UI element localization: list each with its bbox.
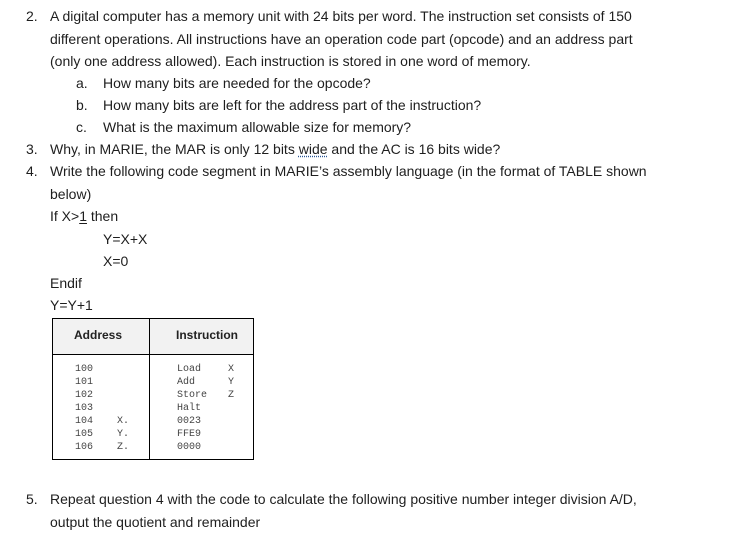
q2-number: 2.	[26, 8, 38, 24]
table-row-op: Halt	[177, 403, 202, 414]
table-column-divider	[149, 319, 150, 459]
marie-table	[52, 318, 254, 460]
q4-number: 4.	[26, 163, 38, 179]
table-row-op: Load	[177, 364, 202, 375]
code-if-underlined: 1	[79, 208, 87, 224]
table-header-instruction: Instruction	[176, 328, 238, 342]
table-row-addr: 105	[75, 429, 94, 440]
q2c-text: What is the maximum allowable size for memory?	[103, 119, 412, 135]
table-row-label: Y.	[117, 429, 130, 440]
table-row-op: FFE9	[177, 429, 202, 440]
q5-line-2: output the quotient and remainder	[50, 514, 261, 530]
q2-line-1: A digital computer has a memory unit with 24 bits per word. The instruction set consists of 150	[50, 8, 632, 24]
q5-line-1: Repeat question 4 with the code to calculate the following positive number integer division A/D,	[50, 491, 637, 507]
table-header-address: Address	[74, 328, 123, 342]
table-row-addr: 106	[75, 442, 94, 453]
table-row-addr: 103	[75, 403, 94, 414]
table-row-op: Add	[177, 377, 196, 388]
table-row-label: X.	[117, 416, 130, 427]
code-last-stmt: Y=Y+1	[50, 297, 93, 313]
code-endif: Endif	[50, 275, 82, 291]
table-row-op: 0000	[177, 442, 202, 453]
table-row-addr: 101	[75, 377, 94, 388]
q2-line-3: (only one address allowed). Each instruction is stored in one word of memory.	[50, 53, 531, 69]
table-row-addr: 102	[75, 390, 94, 401]
q2-line-2: different operations. All instructions have an operation code part (opcode) and an address part	[50, 31, 633, 47]
q3-text	[50, 138, 500, 160]
table-row-arg: X	[228, 364, 235, 375]
q5-number: 5.	[26, 491, 38, 507]
q3-text-before: Why, in MARIE, the MAR is only 12 bits	[50, 141, 299, 157]
table-row-addr: 100	[75, 364, 94, 375]
q2c-letter: c.	[76, 119, 87, 135]
code-stmt-2: X=0	[103, 253, 129, 269]
table-row-op: 0023	[177, 416, 202, 427]
q2b-letter: b.	[76, 97, 88, 113]
q2a-letter: a.	[76, 75, 88, 91]
table-row-arg: Y	[228, 377, 235, 388]
table-row-arg: Z	[228, 390, 235, 401]
q3-underlined-word: wide	[298, 141, 328, 157]
table-row-label: Z.	[117, 442, 130, 453]
code-stmt-1: Y=X+X	[103, 231, 148, 247]
table-row-addr: 104	[75, 416, 94, 427]
q4-line-2: below)	[50, 186, 92, 202]
code-if-suffix: then	[86, 208, 119, 224]
q3-text-after: and the AC is 16 bits wide?	[327, 141, 501, 157]
code-if-line	[50, 205, 118, 227]
q2a-text: How many bits are needed for the opcode?	[103, 75, 371, 91]
table-row-op: Store	[177, 390, 208, 401]
q3-number: 3.	[26, 141, 38, 157]
q4-line-1: Write the following code segment in MARIE’s assembly language (in the format of TABLE shown	[50, 163, 647, 179]
q2b-text: How many bits are left for the address part of the instruction?	[103, 97, 482, 113]
code-if-prefix: If X>	[50, 208, 80, 224]
